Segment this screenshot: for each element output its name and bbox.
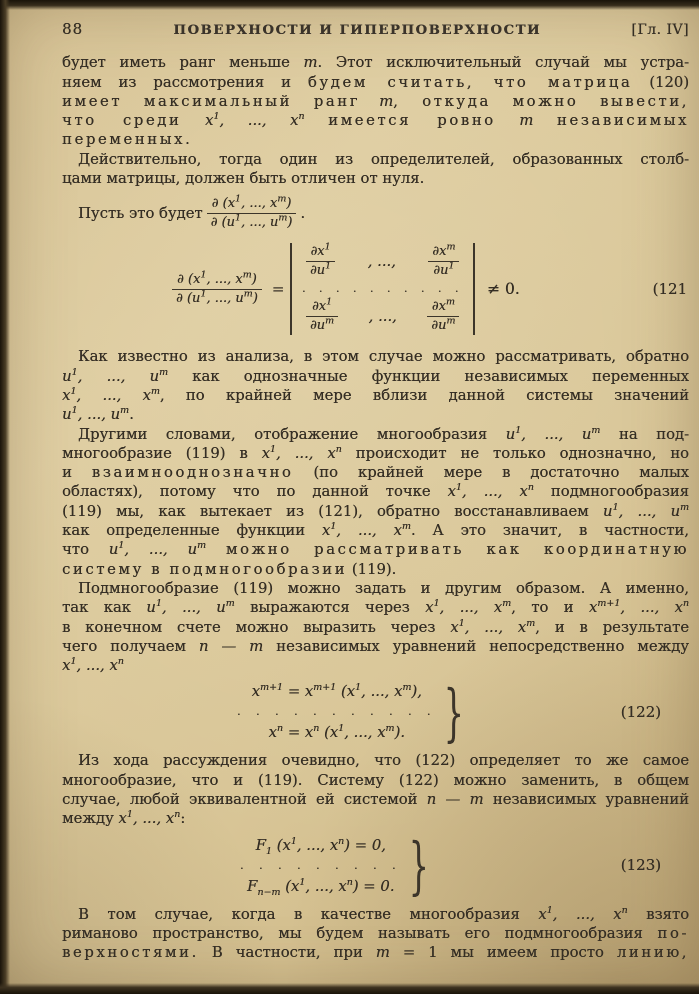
determinant-bar-right: [473, 243, 475, 335]
text-line: [62, 521, 689, 540]
text-segment: , то и: [511, 599, 589, 617]
text-segment: чего получаем: [62, 637, 199, 655]
page-edge-shadow-bottom: [0, 983, 699, 994]
text-line: [62, 924, 689, 943]
text-line: [62, 92, 689, 111]
equation-122: [62, 675, 689, 749]
equation-label-121: (121: [652, 279, 687, 298]
chapter-label: [Гл. IV]: [631, 22, 689, 38]
paragraph-inverse-functions: [62, 347, 689, 424]
text-segment: подмногообразия: [533, 483, 689, 501]
text-segment: $x^1$, ..., $x^n$: [118, 809, 181, 828]
page-number: 88: [62, 20, 84, 38]
text-segment: $u^1$, ..., $u^m$: [505, 424, 601, 443]
text-segment: $u^1$, ..., $u^m$: [62, 366, 168, 385]
equation-label-122: (122): [620, 702, 661, 721]
text-line: [62, 809, 689, 828]
text-segment: (119) мы, как вытекает из (121), обратно восстанавливаем: [62, 502, 603, 520]
system-dots: . . . . . . . . . . .: [237, 705, 437, 719]
text-line: [62, 347, 689, 366]
text-segment: [533, 112, 557, 129]
text-line: [62, 169, 689, 188]
text-line: [62, 386, 689, 405]
fraction-numerator: ∂ ($x^1$, ..., $x^m$): [207, 196, 297, 214]
text-line: [62, 637, 689, 656]
paragraph-surfaces-definition: [62, 905, 689, 963]
system-line: $x^n = x^n$ ($x^1$, ..., $x^m$).: [268, 723, 405, 742]
text-segment: $u^1$, ..., $u^m$: [146, 598, 235, 617]
text-line: [62, 771, 689, 790]
text-segment: $u^1$, ..., $u^m$: [602, 501, 689, 520]
text: Пусть это будет: [78, 204, 203, 222]
equation-123: [62, 828, 689, 902]
text-segment: $x^1$, ..., $x^m$: [450, 617, 536, 636]
text-segment: , по крайней мере вблизи данной системы значений: [159, 386, 689, 404]
text: .: [300, 204, 306, 222]
text-segment: Как известно из анализа, в этом случае можно рассматривать, обратно: [78, 348, 689, 366]
text-line: [62, 579, 689, 598]
text-segment: . А это значит, в частности,: [410, 522, 689, 540]
text-line: [62, 943, 689, 962]
text-segment: няем из рассмотрения и: [62, 73, 308, 91]
text-segment: $x^1$, ..., $x^n$: [62, 656, 124, 675]
fraction-denominator: ∂ ($u^1$, ..., $u^m$): [176, 288, 258, 306]
text-segment: $x^1$, ..., $x^n$: [204, 111, 305, 130]
jacobian-fraction: [207, 193, 297, 231]
jacobian-lhs-fraction: [172, 269, 262, 307]
text-segment: Другими словами, отображение многообразия: [78, 425, 506, 443]
text-segment: будем считать, что матрица: [307, 73, 633, 91]
running-title: ПОВЕРХНОСТИ И ГИПЕРПОВЕРХНОСТИ: [173, 23, 542, 38]
text-segment: можно рассматривать как координатную: [225, 541, 689, 559]
text-segment: (120): [632, 73, 689, 91]
partial-fraction: $\frac{\partial x^1}{\partial u^m}$: [306, 299, 338, 334]
page-content: [62, 20, 689, 963]
text-segment: Подмногообразие (119) можно задать и другим образом. А именно,: [78, 579, 689, 597]
text-segment: систему в подмногообразии: [62, 560, 348, 578]
text-segment: линию,: [616, 944, 689, 962]
text-segment: [360, 93, 379, 110]
text-segment: $x^1$, ..., $x^n$: [447, 482, 534, 501]
system-lines: [240, 835, 401, 897]
text-segment: верхностями.: [62, 944, 199, 962]
text-segment: n — m: [426, 791, 484, 809]
text-segment: как определенные функции: [62, 522, 322, 540]
text-segment: случае, любой эквивалентной ей системой: [62, 791, 427, 809]
text-segment: [305, 112, 329, 129]
text-line: [62, 540, 689, 559]
system-line: $F_{n-m}$ ($x^1$, ..., $x^n) = 0$.: [247, 876, 395, 898]
text-segment: [496, 112, 520, 129]
text-line: [62, 130, 689, 149]
determinant-dots: . . . . . . . . . .: [301, 282, 464, 296]
not-equal-zero: ≠ 0.: [486, 279, 520, 298]
equals-sign: =: [271, 279, 285, 298]
equation-label-123: (123): [620, 855, 661, 874]
fraction-denominator: ∂ ($u^1$, ..., $u^m$): [210, 212, 293, 230]
system-brace: }: [444, 675, 465, 749]
text-segment: взаимнооднозначно: [91, 464, 294, 482]
text-segment: $x^1$, ..., $x^n$: [538, 904, 628, 923]
text-segment: :: [180, 810, 186, 828]
text-segment: что: [62, 541, 109, 559]
text-segment: , и в результате: [535, 618, 689, 636]
text-segment: так как: [62, 599, 147, 617]
text-segment: В том случае, когда в качестве многообразия: [78, 905, 539, 923]
text-line: [62, 367, 689, 386]
text-segment: . Этот исключительный случай мы устра-: [317, 54, 689, 72]
text-line: [62, 751, 689, 770]
text-segment: , откуда можно вывести,: [393, 92, 689, 110]
text-segment: по-: [657, 924, 689, 942]
system-brace: }: [409, 828, 430, 902]
text-line: [62, 405, 689, 424]
text-segment: (119).: [347, 560, 397, 578]
inline-jacobian-line: [62, 191, 689, 235]
text-line: [62, 111, 689, 130]
text-segment: между: [62, 810, 119, 828]
text-segment: .: [129, 406, 134, 424]
text-segment: имеет максимальный ранг: [62, 92, 361, 110]
page-edge-shadow-top: [0, 0, 699, 10]
text-segment: (по крайней мере в достаточно малых: [293, 464, 689, 482]
partial-fraction: $\frac{\partial x^m}{\partial u^m}$: [427, 299, 459, 334]
text-segment: m: [375, 944, 390, 962]
text-line: [62, 560, 689, 579]
equation-121: [62, 241, 689, 337]
text-segment: в конечном счете можно выразить через: [62, 618, 451, 636]
partial-fraction: $\frac{\partial x^1}{\partial u^1}$: [306, 244, 335, 279]
text-segment: переменных.: [62, 131, 193, 149]
text-segment: m: [303, 54, 318, 72]
running-header: [62, 20, 689, 40]
partial-fraction: $\frac{\partial x^m}{\partial u^1}$: [428, 244, 459, 279]
text-segment: $x^1$, ..., $x^m$: [62, 386, 160, 404]
determinant-rows: [292, 243, 473, 335]
ellipsis: , ...,: [367, 253, 396, 271]
text-segment: [181, 112, 205, 129]
text-segment: независимых уравнений непосредственно между: [263, 637, 689, 655]
ellipsis: , ...,: [368, 308, 397, 326]
text-segment: $x^1$, ..., $x^m$: [321, 521, 411, 540]
text-line: [62, 425, 689, 444]
paragraph-equivalent-system: [62, 751, 689, 828]
text-segment: [206, 541, 226, 558]
text-segment: будет иметь ранг меньше: [62, 54, 304, 72]
paragraph-one-to-one: [62, 425, 689, 579]
determinant-row: [302, 244, 463, 279]
text-segment: областях), потому что по данной точке: [62, 483, 448, 501]
text-segment: многообразие, что и (119). Систему (122) можно заменить, в общем: [62, 771, 689, 789]
text-segment: имеется ровно: [328, 112, 496, 130]
text-line: [62, 790, 689, 809]
text-segment: как однозначные функции независимых переменных: [168, 367, 689, 385]
text-line: [62, 73, 689, 92]
text-segment: и: [62, 464, 92, 482]
text-line: [62, 444, 689, 463]
text-segment: что среди: [62, 112, 182, 130]
text-segment: m: [519, 112, 534, 130]
text-line: [62, 905, 689, 924]
text-segment: $x^1$, ..., $x^n$: [261, 443, 342, 462]
determinant-row: [302, 299, 463, 334]
text-line: [62, 150, 689, 169]
text-line: [62, 598, 689, 617]
text-segment: $u^1$, ..., $u^m$: [62, 405, 130, 424]
system-line: $x^{m+1} = x^{m+1}$ ($x^1$, ..., $x^m$),: [251, 682, 422, 701]
paragraph-other-form: [62, 579, 689, 675]
text-segment: выражаются через: [234, 599, 426, 617]
text-segment: $x^1$, ..., $x^m$: [425, 598, 512, 617]
page-edge-shadow-left: [0, 0, 10, 994]
system-dots: . . . . . . . . .: [240, 858, 402, 872]
text-segment: Действительно, тогда один из определителей, образованных столб-: [78, 150, 689, 168]
text-segment: В частности, при: [198, 944, 376, 962]
system-line: $F_1$ ($x^1$, ..., $x^n) = 0$,: [255, 835, 386, 857]
text-segment: взято: [627, 905, 689, 923]
determinant: [290, 243, 475, 335]
text-segment: цами матрицы, должен быть отличен от нуля.: [62, 170, 425, 188]
text-line: [62, 482, 689, 501]
text-segment: = 1 мы имеем просто: [389, 944, 617, 962]
text-segment: независимых уравнений: [483, 791, 689, 809]
paragraph-rank-condition: [62, 53, 689, 149]
text-segment: риманово пространство, мы будем называть его подмногообразия: [62, 924, 658, 942]
text-line: [62, 502, 689, 521]
text-segment: $x^{m+1}$, ..., $x^n$: [588, 598, 689, 617]
text-line: [62, 618, 689, 637]
fraction-numerator: ∂ ($x^1$, ..., $x^m$): [172, 272, 262, 290]
text-line: [62, 53, 689, 72]
text-segment: n — m: [198, 637, 264, 655]
paragraph-determinant: [62, 150, 689, 189]
text-segment: многообразие (119) в: [62, 444, 262, 462]
text-segment: $u^1$, ..., $u^m$: [108, 540, 206, 559]
system-lines: [237, 681, 436, 743]
text-segment: m: [379, 92, 394, 110]
text-segment: происходит не только однозначно, но: [341, 444, 689, 462]
text-segment: на под-: [600, 425, 689, 443]
text-segment: независимых: [556, 112, 689, 130]
text-line: [62, 463, 689, 482]
text-line: [62, 656, 689, 675]
text-segment: Из хода рассуждения очевидно, что (122) определяет то же самое: [78, 752, 689, 770]
